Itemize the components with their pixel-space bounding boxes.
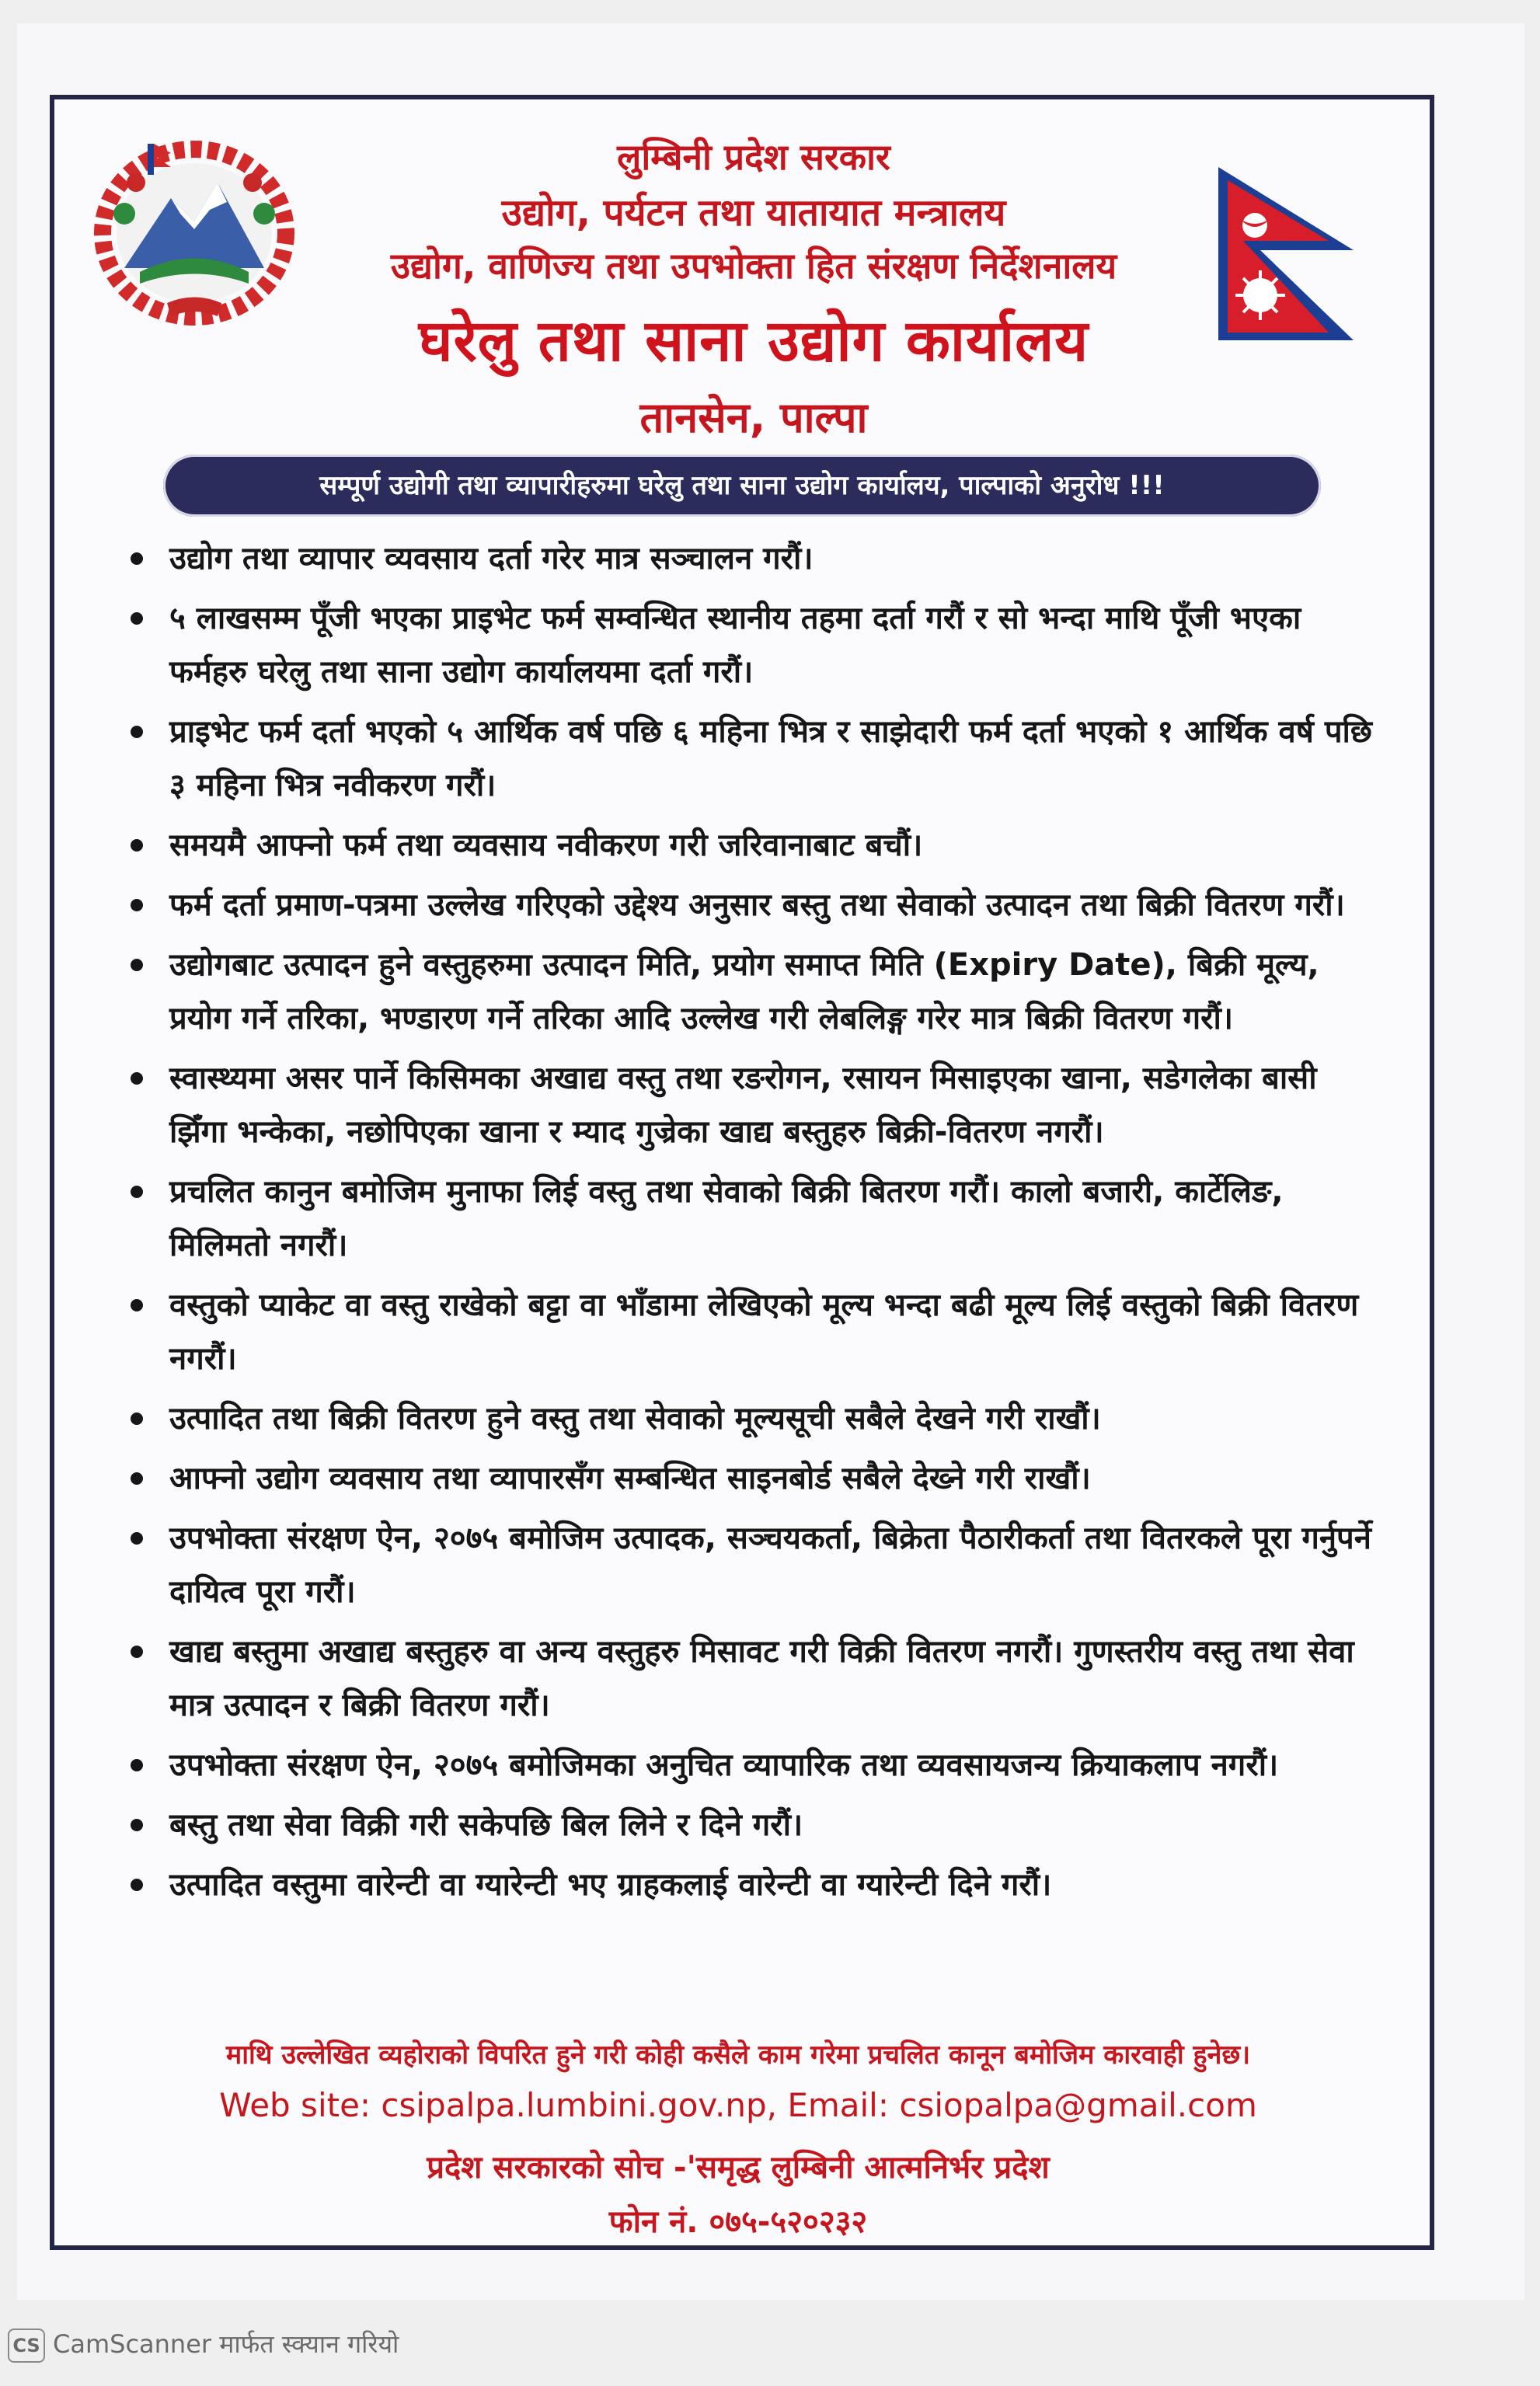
- contact-info: Web site: csipalpa.lumbini.gov.np, Email: csiopalpa@gmail.com: [219, 2086, 1257, 2124]
- bullet-icon: [131, 1532, 143, 1545]
- appeal-banner: सम्पूर्ण उद्योगी तथा व्यापारीहरुमा घरेलु तथा साना उद्योग कार्यालय, पाल्पाको अनुरोध !!!: [163, 455, 1321, 517]
- list-item: [117, 1392, 1375, 1446]
- list-item: [117, 532, 1375, 586]
- list-item-text: स्वास्थ्यमा असर पार्ने किसिमका अखाद्य वस्तु तथा रङरोगन, रसायन मिसाइएका खाना, सडेगलेका बासी झिँगा भन्केका, नछोपिएका खाना र म्याद गुज्रेका खाद्य बस्तुहरु बिक्री-वितरण नगरौं।: [169, 1061, 1317, 1150]
- list-item-text: बस्तु तथा सेवा विक्री गरी सकेपछि बिल लिने र दिने गरौं।: [169, 1807, 803, 1843]
- list-item: [117, 1625, 1375, 1733]
- bullet-icon: [131, 1072, 143, 1085]
- bullet-icon: [131, 1646, 143, 1658]
- list-item-text: उद्योगबाट उत्पादन हुने वस्तुहरुमा उत्पादन मिति, प्रयोग समाप्त मिति (Expiry Date), बिक्री मूल्य, प्रयोग गर्ने तरिका, भण्डारण गर्ने तरिका आदि उल्लेख गरी लेबलिङ्ग गरेर मात्र बिक्री वितरण गरौं।: [169, 947, 1319, 1036]
- list-item: [117, 705, 1375, 813]
- list-item: [117, 1165, 1375, 1273]
- bullet-icon: [131, 1472, 143, 1485]
- list-item-text: प्राइभेट फर्म दर्ता भएको ५ आर्थिक वर्ष पछि ६ महिना भित्र र साझेदारी फर्म दर्ता भएको १ आर्थिक वर्ष पछि ३ महिना भित्र नवीकरण गरौं।: [169, 714, 1372, 803]
- list-item: [117, 1739, 1375, 1792]
- list-item-text: वस्तुको प्याकेट वा वस्तु राखेको बट्टा वा भाँडामा लेखिएको मूल्य भन्दा बढी मूल्य लिई वस्तुको बिक्री वितरण नगरौं।: [169, 1287, 1359, 1377]
- list-item-text: आफ्नो उद्योग व्यवसाय तथा व्यापारसँग सम्बन्धित साइनबोर्ड सबैले देख्ने गरी राखौं।: [169, 1461, 1091, 1496]
- scanner-watermark: [8, 2327, 399, 2366]
- ministry-title: उद्योग, पर्यटन तथा यातायात मन्त्रालय: [501, 191, 1006, 235]
- scanner-text: CamScanner मार्फत स्क्यान गरियो: [53, 2329, 399, 2359]
- phone-number: फोन नं. ०७५-५२०२३२: [608, 2204, 868, 2240]
- bullet-icon: [131, 1819, 143, 1831]
- bullet-icon: [131, 959, 143, 971]
- bullet-icon: [131, 1879, 143, 1891]
- nepal-flag-icon: [1212, 163, 1360, 346]
- directorate-title: उद्योग, वाणिज्य तथा उपभोक्ता हित संरक्षण निर्देशनालय: [390, 245, 1117, 287]
- office-title: घरेलु तथा साना उद्योग कार्यालय: [418, 308, 1089, 374]
- bullet-icon: [131, 839, 143, 852]
- legal-warning: माथि उल्लेखित व्यहोराको विपरित हुने गरी कोही कसैले काम गरेमा प्रचलित कानून बमोजिम कारवाही हुनेछ।: [225, 2039, 1251, 2071]
- list-item: [117, 1799, 1375, 1852]
- bullet-icon: [131, 1299, 143, 1311]
- nepal-emblem-icon: [93, 136, 295, 330]
- list-item: [117, 1452, 1375, 1506]
- list-item-text: ५ लाखसम्म पूँजी भएका प्राइभेट फर्म सम्वन्धित स्थानीय तहमा दर्ता गरौं र सो भन्दा माथि पूँजी भएका फर्महरु घरेलु तथा साना उद्योग कार्यालयमा दर्ता गरौं।: [169, 601, 1301, 690]
- list-item-text: फर्म दर्ता प्रमाण-पत्रमा उल्लेख गरिएको उद्देश्य अनुसार बस्तु तथा सेवाको उत्पादन तथा बिक्री वितरण गरौं।: [169, 887, 1345, 923]
- bullet-icon: [131, 1186, 143, 1198]
- list-item-text: उत्पादित वस्तुमा वारेन्टी वा ग्यारेन्टी भए ग्राहकलाई वारेन्टी वा ग्यारेन्टी दिने गरौं।: [169, 1867, 1052, 1903]
- list-item: [117, 1512, 1375, 1619]
- bullet-icon: [131, 899, 143, 911]
- list-item: [117, 592, 1375, 699]
- list-item-text: उत्पादित तथा बिक्री वितरण हुने वस्तु तथा सेवाको मूल्यसूची सबैले देखने गरी राखौं।: [169, 1401, 1101, 1437]
- list-item: [117, 939, 1375, 1046]
- list-item: [117, 1279, 1375, 1386]
- bullet-icon: [131, 726, 143, 738]
- province-government-title: लुम्बिनी प्रदेश सरकार: [617, 136, 890, 178]
- list-item-text: उद्योग तथा व्यापार व्यवसाय दर्ता गरेर मात्र सञ्चालन गरौं।: [169, 541, 814, 576]
- camscanner-logo-icon: CS: [8, 2329, 45, 2363]
- list-item: [117, 879, 1375, 932]
- list-item-text: उपभोक्ता संरक्षण ऐन, २०७५ बमोजिम उत्पादक, सञ्चयकर्ता, बिक्रेता पैठारीकर्ता तथा वितरकले पूरा गर्नुपर्ने दायित्व पूरा गरौं।: [169, 1520, 1371, 1610]
- list-item: [117, 1052, 1375, 1159]
- government-slogan: प्रदेश सरकारको सोच -'समृद्ध लुम्बिनी आत्मनिर्भर प्रदेश: [427, 2150, 1050, 2186]
- bullet-icon: [131, 612, 143, 625]
- office-location: तानसेन, पाल्पा: [639, 393, 868, 442]
- list-item-text: समयमै आफ्नो फर्म तथा व्यवसाय नवीकरण गरी जरिवानाबाट बचौं।: [169, 827, 923, 863]
- list-item: [117, 1858, 1375, 1912]
- list-item-text: प्रचलित कानुन बमोजिम मुनाफा लिई वस्तु तथा सेवाको बिक्री बितरण गरौं। कालो बजारी, कार्टेलिङ, मिलिमतो नगरौं।: [169, 1174, 1284, 1263]
- notice-list: [117, 532, 1375, 1918]
- bullet-icon: [131, 1412, 143, 1425]
- bullet-icon: [131, 1759, 143, 1771]
- list-item-text: खाद्य बस्तुमा अखाद्य बस्तुहरु वा अन्य वस्तुहरु मिसावट गरी विक्री वितरण नगरौं। गुणस्तरीय वस्तु तथा सेवा मात्र उत्पादन र बिक्री वितरण गरौं।: [169, 1634, 1354, 1723]
- list-item: [117, 819, 1375, 873]
- list-item-text: उपभोक्ता संरक्षण ऐन, २०७५ बमोजिमका अनुचित व्यापारिक तथा व्यवसायजन्य क्रियाकलाप नगरौं।: [169, 1747, 1279, 1783]
- bullet-icon: [131, 552, 143, 565]
